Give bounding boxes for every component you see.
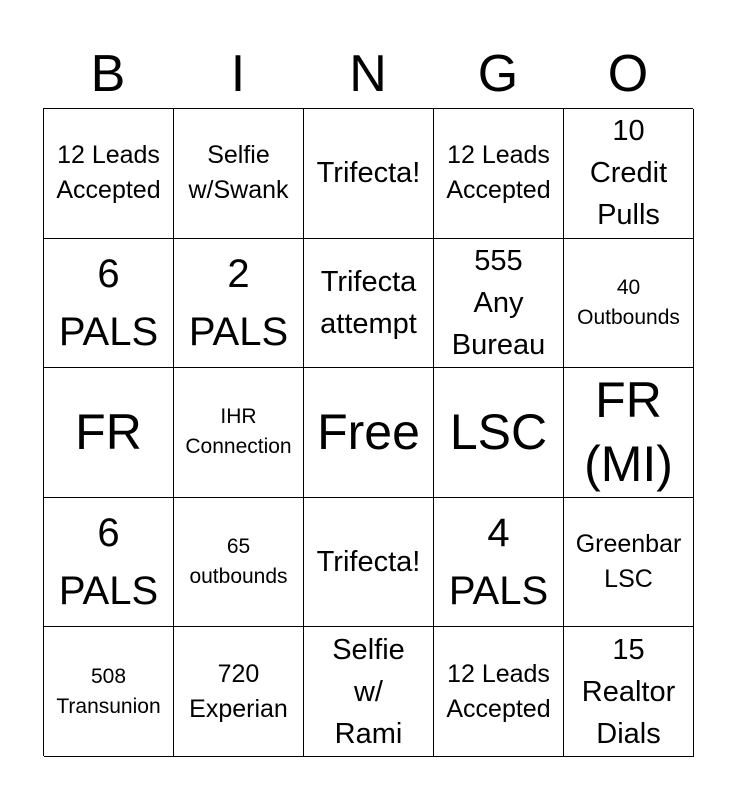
- bingo-cell-r1-c1[interactable]: 12 Leads Accepted: [44, 109, 174, 239]
- bingo-cell-r2-c2[interactable]: 2 PALS: [174, 239, 304, 369]
- header-letter-g: G: [477, 45, 519, 103]
- bingo-cell-r2-c1[interactable]: 6 PALS: [44, 239, 174, 369]
- bingo-cell-r5-c1[interactable]: 508 Transunion: [44, 627, 174, 757]
- bingo-cell-r3-c1[interactable]: FR: [44, 368, 174, 498]
- header-letter-i: I: [230, 45, 246, 103]
- bingo-cell-r3-c2[interactable]: IHR Connection: [174, 368, 304, 498]
- bingo-cell-r5-c5[interactable]: 15 Realtor Dials: [564, 627, 694, 757]
- bingo-cell-r2-c3[interactable]: Trifecta attempt: [304, 239, 434, 369]
- bingo-grid: [43, 108, 693, 756]
- bingo-cell-r5-c2[interactable]: 720 Experian: [174, 627, 304, 757]
- bingo-header: [43, 40, 693, 108]
- bingo-cell-r5-c4[interactable]: 12 Leads Accepted: [434, 627, 564, 757]
- bingo-cell-r3-c4[interactable]: LSC: [434, 368, 564, 498]
- bingo-cell-r3-c5[interactable]: FR (MI): [564, 368, 694, 498]
- bingo-cell-r1-c5[interactable]: 10 Credit Pulls: [564, 109, 694, 239]
- header-letter-n: N: [349, 45, 387, 103]
- bingo-cell-r1-c4[interactable]: 12 Leads Accepted: [434, 109, 564, 239]
- bingo-cell-r2-c5[interactable]: 40 Outbounds: [564, 239, 694, 369]
- bingo-cell-r5-c3[interactable]: Selfie w/ Rami: [304, 627, 434, 757]
- bingo-cell-r4-c5[interactable]: Greenbar LSC: [564, 498, 694, 628]
- bingo-cell-r1-c2[interactable]: Selfie w/Swank: [174, 109, 304, 239]
- bingo-cell-r3-c3[interactable]: Free: [304, 368, 434, 498]
- header-letter-b: B: [90, 45, 126, 103]
- bingo-cell-r4-c3[interactable]: Trifecta!: [304, 498, 434, 628]
- bingo-cell-r4-c4[interactable]: 4 PALS: [434, 498, 564, 628]
- bingo-cell-r1-c3[interactable]: Trifecta!: [304, 109, 434, 239]
- bingo-cell-r4-c1[interactable]: 6 PALS: [44, 498, 174, 628]
- bingo-cell-r2-c4[interactable]: 555 Any Bureau: [434, 239, 564, 369]
- header-letter-o: O: [607, 45, 649, 103]
- bingo-cell-r4-c2[interactable]: 65 outbounds: [174, 498, 304, 628]
